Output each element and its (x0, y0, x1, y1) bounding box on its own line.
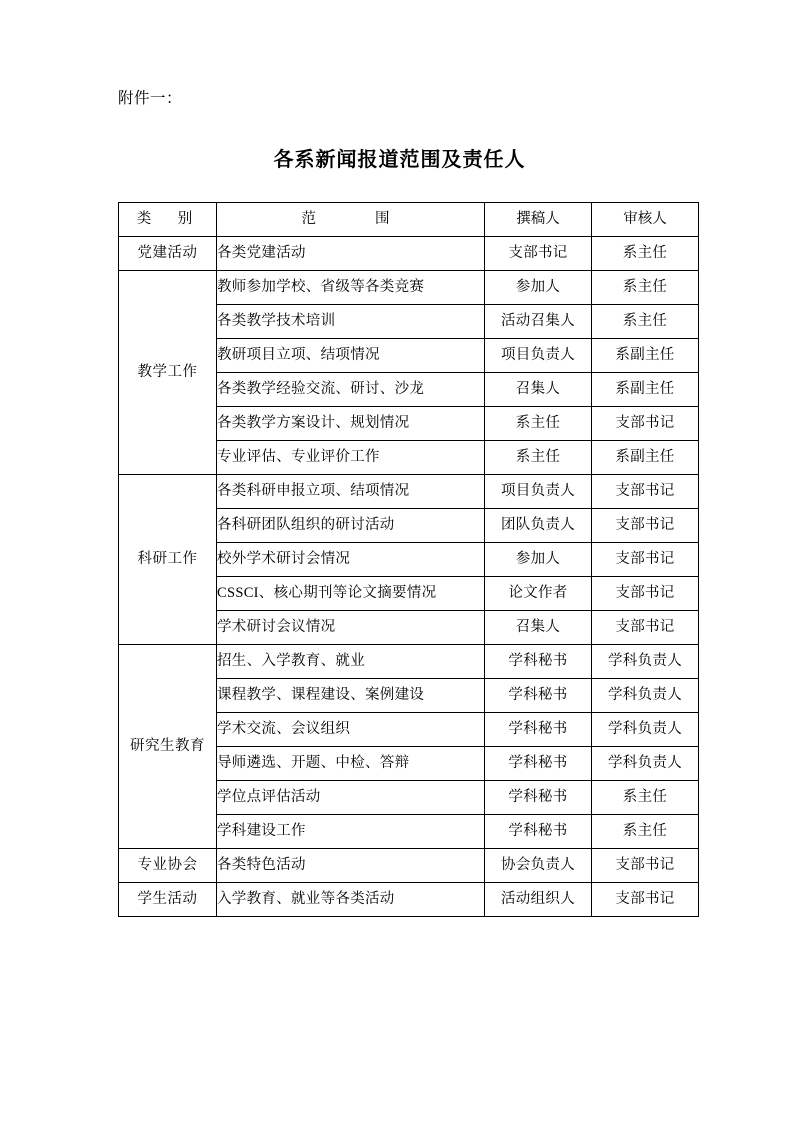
reviewer-cell: 系主任 (592, 780, 699, 814)
reviewer-cell: 系主任 (592, 270, 699, 304)
category-cell: 科研工作 (119, 474, 217, 644)
category-cell: 学生活动 (119, 882, 217, 916)
scope-cell: 招生、入学教育、就业 (217, 644, 485, 678)
writer-cell: 学科秘书 (485, 814, 592, 848)
scope-cell: 各类特色活动 (217, 848, 485, 882)
writer-cell: 学科秘书 (485, 712, 592, 746)
scope-cell: 教师参加学校、省级等各类竞赛 (217, 270, 485, 304)
reviewer-cell: 学科负责人 (592, 644, 699, 678)
table-row (119, 882, 699, 916)
writer-cell: 项目负责人 (485, 338, 592, 372)
reviewer-cell: 系副主任 (592, 372, 699, 406)
scope-cell: 专业评估、专业评价工作 (217, 440, 485, 474)
writer-cell: 学科秘书 (485, 678, 592, 712)
scope-cell: 学科建设工作 (217, 814, 485, 848)
scope-cell: 入学教育、就业等各类活动 (217, 882, 485, 916)
scope-cell: 各类教学方案设计、规划情况 (217, 406, 485, 440)
writer-cell: 协会负责人 (485, 848, 592, 882)
writer-cell: 活动组织人 (485, 882, 592, 916)
writer-cell: 活动召集人 (485, 304, 592, 338)
scope-cell: 各科研团队组织的研讨活动 (217, 508, 485, 542)
category-cell: 专业协会 (119, 848, 217, 882)
scope-cell: 学术研讨会议情况 (217, 610, 485, 644)
table-row (119, 236, 699, 270)
reviewer-cell: 系副主任 (592, 440, 699, 474)
reviewer-cell: 系副主任 (592, 338, 699, 372)
writer-cell: 论文作者 (485, 576, 592, 610)
header-scope: 范 围 (217, 202, 485, 236)
attachment-label: 附件一： (118, 90, 183, 107)
table-row (119, 848, 699, 882)
reviewer-cell: 支部书记 (592, 882, 699, 916)
scope-cell: 教研项目立项、结项情况 (217, 338, 485, 372)
scope-cell: 各类党建活动 (217, 236, 485, 270)
reviewer-cell: 支部书记 (592, 474, 699, 508)
scope-cell: 各类科研申报立项、结项情况 (217, 474, 485, 508)
scope-cell: 各类教学经验交流、研讨、沙龙 (217, 372, 485, 406)
reviewer-cell: 支部书记 (592, 576, 699, 610)
scope-cell: 校外学术研讨会情况 (217, 542, 485, 576)
table-row (119, 270, 699, 304)
table-header-row (119, 202, 699, 236)
reviewer-cell: 学科负责人 (592, 712, 699, 746)
writer-cell: 项目负责人 (485, 474, 592, 508)
news-scope-table (118, 202, 699, 917)
writer-cell: 召集人 (485, 372, 592, 406)
writer-cell: 学科秘书 (485, 746, 592, 780)
reviewer-cell: 系主任 (592, 814, 699, 848)
writer-cell: 学科秘书 (485, 644, 592, 678)
writer-cell: 系主任 (485, 406, 592, 440)
table-row (119, 644, 699, 678)
header-writer: 撰稿人 (485, 202, 592, 236)
scope-cell: 各类教学技术培训 (217, 304, 485, 338)
reviewer-cell: 支部书记 (592, 610, 699, 644)
writer-cell: 支部书记 (485, 236, 592, 270)
reviewer-cell: 支部书记 (592, 542, 699, 576)
category-cell: 党建活动 (119, 236, 217, 270)
page-title: 各系新闻报道范围及责任人 (273, 148, 526, 171)
writer-cell: 召集人 (485, 610, 592, 644)
table-row (119, 474, 699, 508)
header-category: 类 别 (119, 202, 217, 236)
writer-cell: 参加人 (485, 270, 592, 304)
writer-cell: 学科秘书 (485, 780, 592, 814)
scope-cell: 导师遴选、开题、中检、答辩 (217, 746, 485, 780)
scope-cell: 学位点评估活动 (217, 780, 485, 814)
header-reviewer: 审核人 (592, 202, 699, 236)
category-cell: 教学工作 (119, 270, 217, 474)
scope-cell: CSSCI、核心期刊等论文摘要情况 (217, 576, 485, 610)
reviewer-cell: 支部书记 (592, 406, 699, 440)
writer-cell: 团队负责人 (485, 508, 592, 542)
writer-cell: 系主任 (485, 440, 592, 474)
reviewer-cell: 系主任 (592, 304, 699, 338)
category-cell: 研究生教育 (119, 644, 217, 848)
writer-cell: 参加人 (485, 542, 592, 576)
table-body (119, 202, 699, 916)
reviewer-cell: 支部书记 (592, 848, 699, 882)
scope-cell: 学术交流、会议组织 (217, 712, 485, 746)
reviewer-cell: 系主任 (592, 236, 699, 270)
reviewer-cell: 学科负责人 (592, 678, 699, 712)
scope-cell: 课程教学、课程建设、案例建设 (217, 678, 485, 712)
reviewer-cell: 学科负责人 (592, 746, 699, 780)
reviewer-cell: 支部书记 (592, 508, 699, 542)
